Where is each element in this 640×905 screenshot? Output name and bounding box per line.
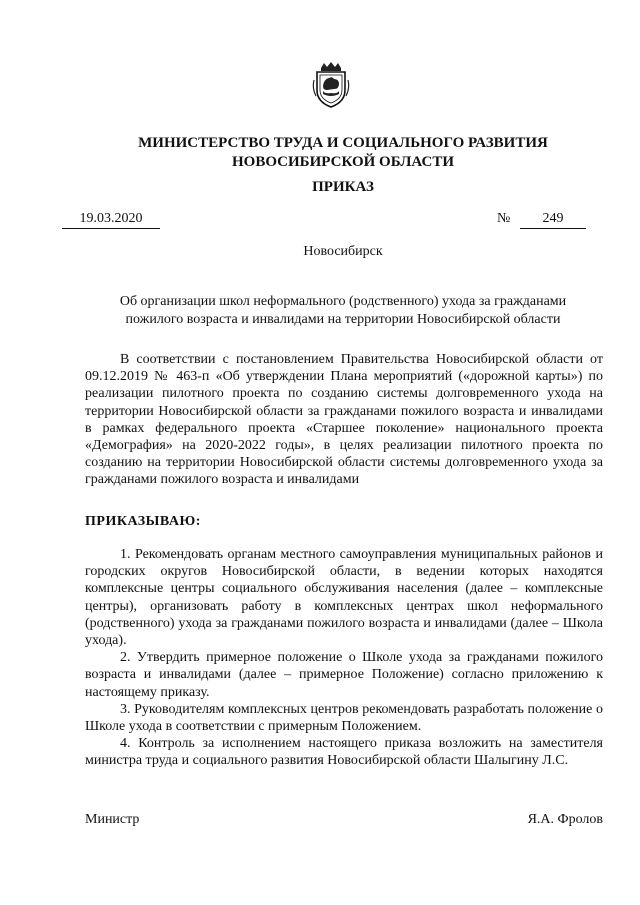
order-date: 19.03.2020 bbox=[62, 211, 160, 229]
signatory-title: Министр bbox=[85, 812, 140, 827]
order-number: 249 bbox=[520, 211, 586, 229]
order-item-4: 4. Контроль за исполнением настоящего приказа возложить на заместителя министра труда и социального развития Новосибирской области Шалыгину Л.С. bbox=[85, 736, 603, 769]
order-item-1: 1. Рекомендовать органам местного самоуправления муниципальных районов и городских округов Новосибирской области, в ведении которых находятся комплексные центры социального обслуживания населения (далее – комплексные центры), организовать работу в комплексных центрах школ неформального (родственного) ухода за гражданами пожилого возраста и инвалидами (далее – Школа ухода). bbox=[85, 547, 603, 649]
order-item-2: 2. Утвердить примерное положение о Школе ухода за гражданами пожилого возраста и инвалидами (далее – примерное Положение) согласно приложению к настоящему приказу. bbox=[85, 650, 603, 700]
number-sign: № bbox=[497, 211, 511, 226]
order-subject: Об организации школ неформального (родственного) ухода за гражданами пожилого возраста и инвалидами на территории Новосибирской области bbox=[119, 294, 567, 327]
ministry-line-2: НОВОСИБИРСКОЙ ОБЛАСТИ bbox=[231, 154, 455, 170]
directive-heading: ПРИКАЗЫВАЮ: bbox=[85, 514, 201, 529]
ministry-line-1: МИНИСТЕРСТВО ТРУДА И СОЦИАЛЬНОГО РАЗВИТИЯ bbox=[138, 135, 548, 151]
coat-of-arms-icon bbox=[312, 62, 350, 108]
signatory-name: Я.А. Фролов bbox=[527, 812, 603, 827]
document-type: ПРИКАЗ bbox=[312, 179, 374, 195]
preamble: В соответствии с постановлением Правительства Новосибирской области от 09.12.2019 № 463-п «Об утверждении Плана мероприятий («дорожной карты») по реализации пилотного проекта по созданию системы долговременного ухода на территории Новосибирской области за гражданами пожилого возраста и инвалидами в рамках федерального проекта «Старшее поколение» национального проекта «Демография» на 2020-2022 годы», в целях реализации пилотного проекта по созданию на территории Новосибирской области системы долговременного ухода за гражданами пожилого возраста и инвалидами bbox=[85, 352, 603, 488]
order-item-3: 3. Руководителям комплексных центров рекомендовать разработать положение о Школе ухода в соответствии с примерным Положением. bbox=[85, 701, 603, 735]
ministry-name bbox=[0, 134, 640, 172]
order-items bbox=[85, 546, 603, 770]
city: Новосибирск bbox=[303, 244, 383, 259]
